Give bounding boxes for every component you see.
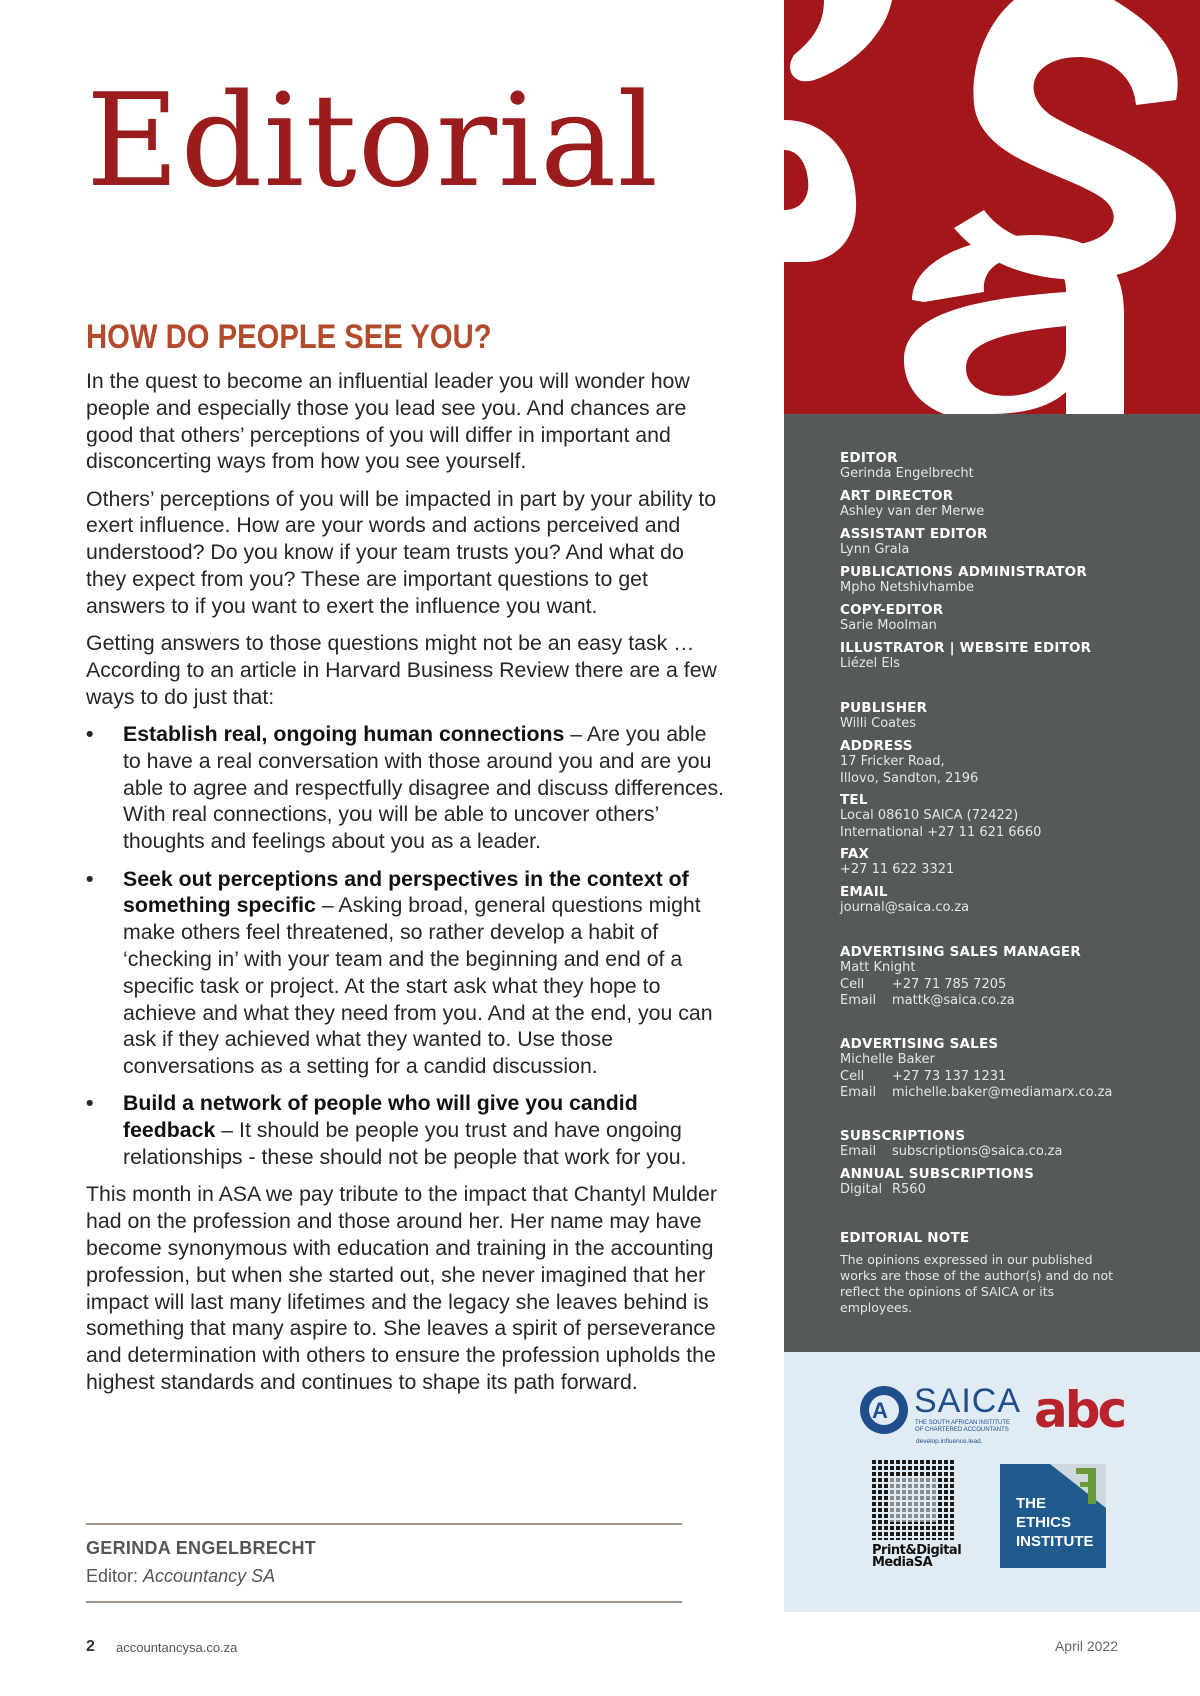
- masthead-label: PUBLICATIONS ADMINISTRATOR: [840, 564, 1087, 580]
- masthead-value: Sarie Moolman: [840, 618, 937, 633]
- masthead-label: COPY-EDITOR: [840, 602, 944, 618]
- masthead-value: Lynn Grala: [840, 542, 910, 557]
- masthead-label: ANNUAL SUBSCRIPTIONS: [840, 1166, 1034, 1182]
- ethics-wordmark: [1016, 1494, 1094, 1551]
- masthead-email[interactable]: michelle.baker@mediamarx.co.za: [892, 1085, 1113, 1100]
- saica-subline: THE SOUTH AFRICAN INSTITUTE: [915, 1420, 1011, 1426]
- masthead-label: PUBLISHER: [840, 700, 928, 716]
- masthead-value: Ashley van der Merwe: [840, 504, 985, 519]
- masthead-value: Illovo, Sandton, 2196: [840, 770, 979, 786]
- masthead-value: Gerinda Engelbrecht: [840, 466, 974, 481]
- footer-date: April 2022: [1054, 1638, 1118, 1654]
- signature-role-prefix: Editor:: [86, 1566, 144, 1586]
- ethics-line: THE: [1016, 1495, 1046, 1512]
- saica-wordmark: SAICA: [914, 1382, 1022, 1420]
- masthead-label: ILLUSTRATOR | WEBSITE EDITOR: [840, 640, 1092, 656]
- bullet-lead: Seek out perceptions and perspectives in the context of something specific: [123, 866, 689, 918]
- masthead-value: +27 11 622 3321: [840, 862, 955, 877]
- masthead-label: SUBSCRIPTIONS: [840, 1128, 966, 1144]
- bullet-icon: •: [86, 866, 94, 891]
- article-heading: HOW DO PEOPLE SEE YOU?: [86, 318, 492, 356]
- paragraph: Getting answers to those questions might not be an easy task … According to an article in Harvard Business Review there are a few ways to do just that:: [86, 631, 717, 709]
- bullet-text: – Asking broad, general questions might make others feel threatened, so rather develop a habit of ‘checking in’ with your team and the beginning and end of a specific task or project. At the start ask what they hope to achieve and what they need from you. And at the end, you can ask if they achieved what they wanted to. Use those conversations as a setting for a candid discussion.: [123, 893, 713, 1079]
- masthead-value: Michelle Baker: [840, 1052, 935, 1067]
- masthead-value: Mpho Netshivhambe: [840, 580, 975, 595]
- paragraph: This month in ASA we pay tribute to the impact that Chantyl Mulder had on the profession and those around her. Her name may have become synonymous with education and training in the accounting profession, but when she started out, she never imagined that her impact will last many lifetimes and the legacy she leaves behind is something that many aspire to. She leaves a spirit of perseverance and determination with others to ensure the profession upholds the highest standards and continues to shape its path forward.: [86, 1182, 717, 1394]
- masthead-email[interactable]: journal@saica.co.za: [840, 900, 970, 915]
- bullet-icon: •: [86, 722, 94, 747]
- masthead-value: International +27 11 621 6660: [840, 824, 1042, 840]
- pdmsa-line2: MediaSA: [872, 1555, 933, 1570]
- pdmsa-logo: [872, 1460, 962, 1570]
- paragraph: In the quest to become an influential leader you will wonder how people and especially those you lead see you. And chances are good that others’ perceptions of you will differ in important and disconcerting ways from how you see yourself.: [86, 369, 690, 474]
- signature-publication: Accountancy SA: [143, 1566, 276, 1586]
- saica-tagline: develop.influence.lead.: [916, 1438, 983, 1445]
- saica-sub: [915, 1420, 1010, 1434]
- saica-logo: [858, 1380, 1028, 1446]
- masthead-value: Liézel Els: [840, 656, 901, 671]
- masthead-value: +27 71 785 7205: [892, 976, 1007, 992]
- signature-rule-top: [86, 1523, 682, 1525]
- masthead-key: Email: [840, 1085, 877, 1100]
- asa-logo-graphic: [784, 0, 1200, 414]
- masthead-label: FAX: [840, 846, 870, 862]
- bullet-list: [86, 721, 726, 1171]
- ethics-line: INSTITUTE: [1016, 1533, 1094, 1550]
- ethics-line: ETHICS: [1016, 1514, 1072, 1531]
- bullet-text: – It should be people you trust and have ongoing relationships - these should not be people that work for you.: [123, 1118, 687, 1170]
- masthead-value: Matt Knight: [840, 960, 916, 975]
- masthead-label: EDITORIAL NOTE: [840, 1230, 970, 1246]
- editorial-note: The opinions expressed in our published works are those of the author(s) and do not reflect the opinions of SAICA or its employees.: [840, 1252, 1114, 1315]
- article-body: [86, 368, 726, 1406]
- masthead-label: ADVERTISING SALES: [840, 1036, 999, 1052]
- ethics-institute-logo: [1000, 1464, 1106, 1568]
- list-item: [86, 1090, 726, 1170]
- masthead-value: 17 Fricker Road,: [840, 754, 945, 769]
- saica-ca-icon: [858, 1384, 914, 1436]
- masthead-label: TEL: [840, 792, 868, 808]
- masthead-label: ASSISTANT EDITOR: [840, 526, 988, 542]
- signature-name: GERINDA ENGELBRECHT: [86, 1538, 317, 1558]
- masthead-label: ADDRESS: [840, 738, 913, 754]
- paragraph: Others’ perceptions of you will be impacted in part by your ability to exert influence. How are your words and actions perceived and understood? Do you know if your team trusts you? And what do they expect from you? These are important questions to get answers to if you want to exert the influence you want.: [86, 486, 717, 618]
- masthead-value: +27 73 137 1231: [892, 1068, 1007, 1084]
- bullet-icon: •: [86, 1091, 94, 1116]
- bullet-text: – Are you able to have a real conversation with those around you and are you able to agree and respectfully disagree and discuss differences. With real connections, you will be able to uncover others’ thoughts and feelings about you as a leader.: [123, 722, 725, 854]
- page-title: Editorial: [86, 67, 660, 216]
- masthead-key: Cell: [840, 976, 865, 992]
- masthead-label: EDITOR: [840, 450, 898, 466]
- masthead-email[interactable]: subscriptions@saica.co.za: [892, 1144, 1063, 1159]
- pdmsa-line1: Print&Digital: [872, 1543, 962, 1558]
- abc-logo: [1034, 1381, 1126, 1442]
- masthead-value: R560: [892, 1182, 926, 1197]
- svg-text:A: A: [872, 1398, 888, 1423]
- page-number: 2: [86, 1638, 95, 1655]
- footer-url: accountancysa.co.za: [116, 1640, 238, 1655]
- signature-role: [86, 1566, 275, 1587]
- masthead-label: ART DIRECTOR: [840, 488, 954, 504]
- signature-rule-bottom: [86, 1601, 682, 1603]
- masthead-value: Willi Coates: [840, 716, 917, 731]
- masthead-key: Email: [840, 993, 877, 1008]
- masthead-label: ADVERTISING SALES MANAGER: [840, 944, 1081, 960]
- masthead-key: Email: [840, 1144, 877, 1159]
- masthead-key: Digital: [840, 1182, 883, 1197]
- bullet-lead: Build a network of people who will give you candid feedback: [123, 1091, 638, 1143]
- brand-graphic: [784, 0, 1200, 414]
- list-item: [86, 866, 726, 1080]
- bullet-lead: Establish real, ongoing human connections: [123, 722, 565, 747]
- masthead-key: Cell: [840, 1068, 865, 1084]
- abc-wordmark: abc: [1034, 1381, 1125, 1439]
- list-item: [86, 721, 726, 855]
- masthead-value: Local 08610 SAICA (72422): [840, 808, 1019, 823]
- masthead-email[interactable]: mattk@saica.co.za: [892, 993, 1015, 1008]
- masthead-label: EMAIL: [840, 884, 888, 900]
- saica-subline: OF CHARTERED ACCOUNTANTS: [915, 1427, 1009, 1433]
- pdmsa-dots-icon: [872, 1460, 956, 1540]
